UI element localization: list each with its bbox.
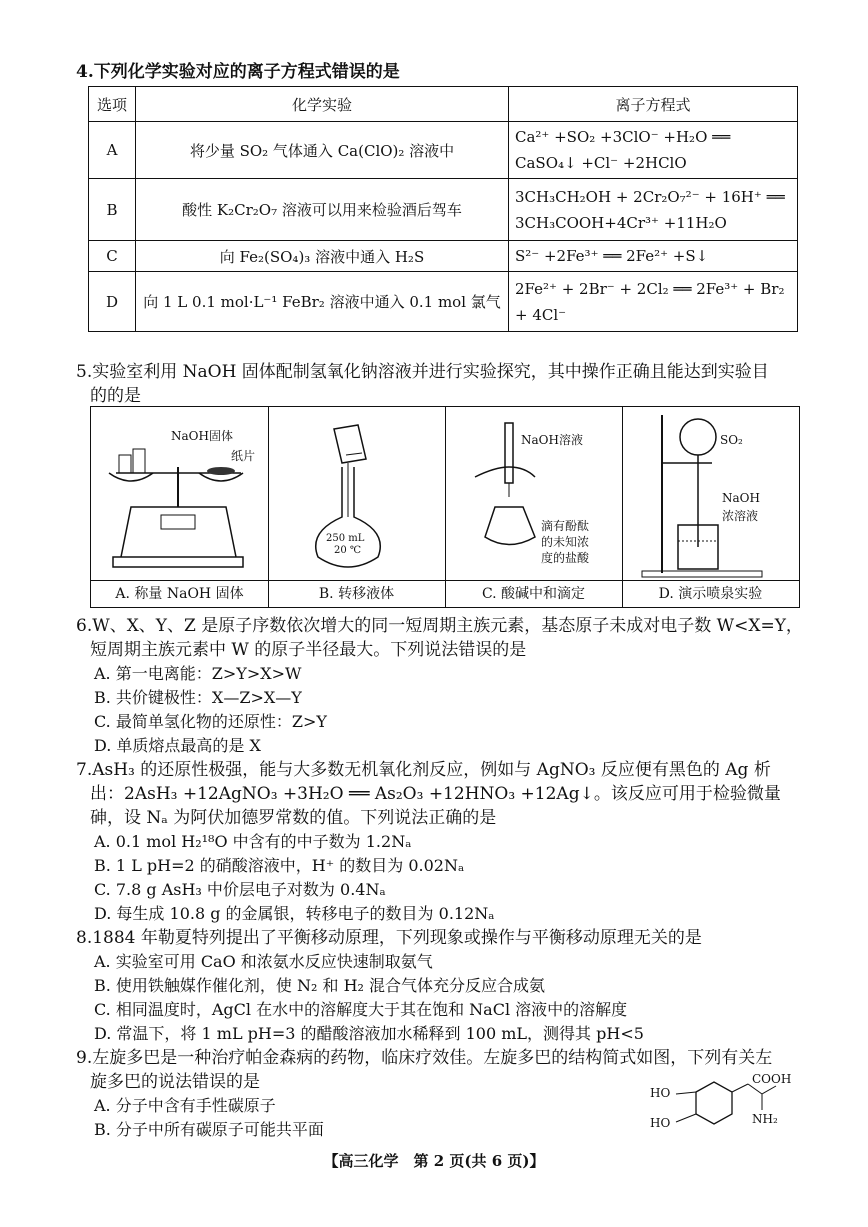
row-experiment: 向 Fe₂(SO₄)₃ 溶液中通入 H₂S [136, 241, 509, 272]
table-row [89, 179, 798, 241]
header-option: 选项 [89, 87, 136, 122]
q6-option-d: D. 单质熔点最高的是 X [94, 736, 261, 755]
q6-option-a: A. 第一电离能：Z>Y>X>W [94, 664, 302, 683]
q4-stem: 4.下列化学实验对应的离子方程式错误的是 [76, 62, 400, 82]
caption-b: B. 转移液体 [268, 580, 445, 607]
q6-line1: 6.W、X、Y、Z 是原子序数依次增大的同一短周期主族元素，基态原子未成对电子数 W<X=Y， [76, 616, 803, 636]
q8-line1: 8.1884 年勒夏特列提出了平衡移动原理，下列现象或操作与平衡移动原理无关的是 [76, 928, 702, 948]
label-phenolphthalein: 滴有酚酞 [541, 519, 590, 533]
q7-option-b: B. 1 L pH=2 的硝酸溶液中，H⁺ 的数目为 0.02Nₐ [94, 856, 465, 875]
label-ho-bottom: HO [650, 1116, 671, 1130]
levodopa-structure [640, 1072, 800, 1142]
row-equation: S²⁻ +2Fe³⁺ ══ 2Fe²⁺ +S↓ [509, 241, 798, 272]
q8-option-a: A. 实验室可用 CaO 和浓氨水反应快速制取氨气 [94, 952, 433, 971]
table-row [89, 122, 798, 179]
q9-line1: 9.左旋多巴是一种治疗帕金森病的药物，临床疗效佳。左旋多巴的结构简式如图，下列有关左 [76, 1048, 773, 1068]
q7-option-c: C. 7.8 g AsH₃ 中价层电子对数为 0.4Nₐ [94, 880, 386, 899]
row-experiment: 将少量 SO₂ 气体通入 Ca(ClO)₂ 溶液中 [136, 122, 509, 179]
row-option: B [89, 179, 136, 241]
figure-c [445, 407, 623, 607]
label-250ml: 250 mL [326, 533, 365, 544]
label-naoh-solid: NaOH固体 [171, 429, 233, 443]
q6-option-b: B. 共价键极性：X—Z>X—Y [94, 688, 302, 707]
caption-d: D. 演示喷泉实验 [622, 580, 799, 607]
label-hydrochloric-acid: 度的盐酸 [541, 551, 590, 565]
q5-stem-line1: 5.实验室利用 NaOH 固体配制氢氧化钠溶液并进行实验探究，其中操作正确且能达到实验目 [76, 362, 769, 382]
label-20c: 20 ℃ [334, 545, 362, 556]
row-equation: Ca²⁺ +SO₂ +3ClO⁻ +H₂O ══ CaSO₄↓ +Cl⁻ +2HClO [509, 122, 798, 179]
caption-a: A. 称量 NaOH 固体 [91, 580, 268, 607]
label-ho-top: HO [650, 1086, 671, 1100]
q5-figure [90, 406, 800, 608]
caption-c: C. 酸碱中和滴定 [445, 580, 622, 607]
q9-option-b: B. 分子中所有碳原子可能共平面 [94, 1120, 324, 1139]
q7-line2: 出：2AsH₃ +12AgNO₃ +3H₂O ══ As₂O₃ +12HNO₃ +12Ag↓。该反应可用于检验微量 [90, 784, 781, 804]
q7-option-d: D. 每生成 10.8 g 的金属银，转移电子的数目为 0.12Nₐ [94, 904, 495, 923]
q7-line1: 7.AsH₃ 的还原性极强，能与大多数无机氧化剂反应，例如与 AgNO₃ 反应便有黑色的 Ag 析 [76, 760, 771, 780]
q5-stem-line2: 的的是 [90, 386, 141, 406]
q8-option-b: B. 使用铁触媒作催化剂，使 N₂ 和 H₂ 混合气体充分反应合成氨 [94, 976, 546, 995]
q4-table [88, 86, 798, 332]
q8-option-c: C. 相同温度时，AgCl 在水中的溶解度大于其在饱和 NaCl 溶液中的溶解度 [94, 1000, 628, 1019]
row-experiment: 酸性 K₂Cr₂O₇ 溶液可以用来检验酒后驾车 [136, 179, 509, 241]
row-option: A [89, 122, 136, 179]
label-nh2: NH₂ [752, 1112, 778, 1126]
row-experiment: 向 1 L 0.1 mol·L⁻¹ FeBr₂ 溶液中通入 0.1 mol 氯气 [136, 272, 509, 332]
label-so2: SO₂ [720, 433, 743, 447]
figure-a [91, 407, 269, 607]
q7-line3: 砷，设 Nₐ 为阿伏加德罗常数的值。下列说法正确的是 [90, 808, 497, 828]
label-cooh: COOH [752, 1072, 792, 1086]
figure-d [622, 407, 799, 607]
label-paper: 纸片 [231, 449, 256, 463]
q7-option-a: A. 0.1 mol H₂¹⁸O 中含有的中子数为 1.2Nₐ [94, 832, 412, 851]
header-experiment: 化学实验 [136, 87, 509, 122]
fountain-illustration [622, 407, 799, 581]
q9-option-a: A. 分子中含有手性碳原子 [94, 1096, 276, 1115]
row-equation: 3CH₃CH₂OH + 2Cr₂O₇²⁻ + 16H⁺ ══ 3CH₃COOH+4Cr³⁺ +11H₂O [509, 179, 798, 241]
table-row [89, 272, 798, 332]
label-naoh: NaOH [722, 491, 760, 505]
label-unknown-conc: 的未知浓 [541, 535, 590, 549]
row-option: D [89, 272, 136, 332]
header-equation: 离子方程式 [509, 87, 798, 122]
row-option: C [89, 241, 136, 272]
q8-option-d: D. 常温下，将 1 mL pH=3 的醋酸溶液加水稀释到 100 mL，测得其 pH<5 [94, 1024, 644, 1043]
label-concentrated-solution: 浓溶液 [722, 509, 759, 523]
table-header-row [89, 87, 798, 122]
q6-line2: 短周期主族元素中 W 的原子半径最大。下列说法错误的是 [90, 640, 527, 660]
row-equation: 2Fe²⁺ + 2Br⁻ + 2Cl₂ ══ 2Fe³⁺ + Br₂ + 4Cl⁻ [509, 272, 798, 332]
label-naoh-solution: NaOH溶液 [521, 433, 583, 447]
q9-line2: 旋多巴的说法错误的是 [90, 1072, 260, 1092]
figure-b [268, 407, 446, 607]
q6-option-c: C. 最简单氢化物的还原性：Z>Y [94, 712, 327, 731]
page-footer: 【高三化学 第 2 页(共 6 页)】 [323, 1152, 545, 1170]
table-row [89, 241, 798, 272]
